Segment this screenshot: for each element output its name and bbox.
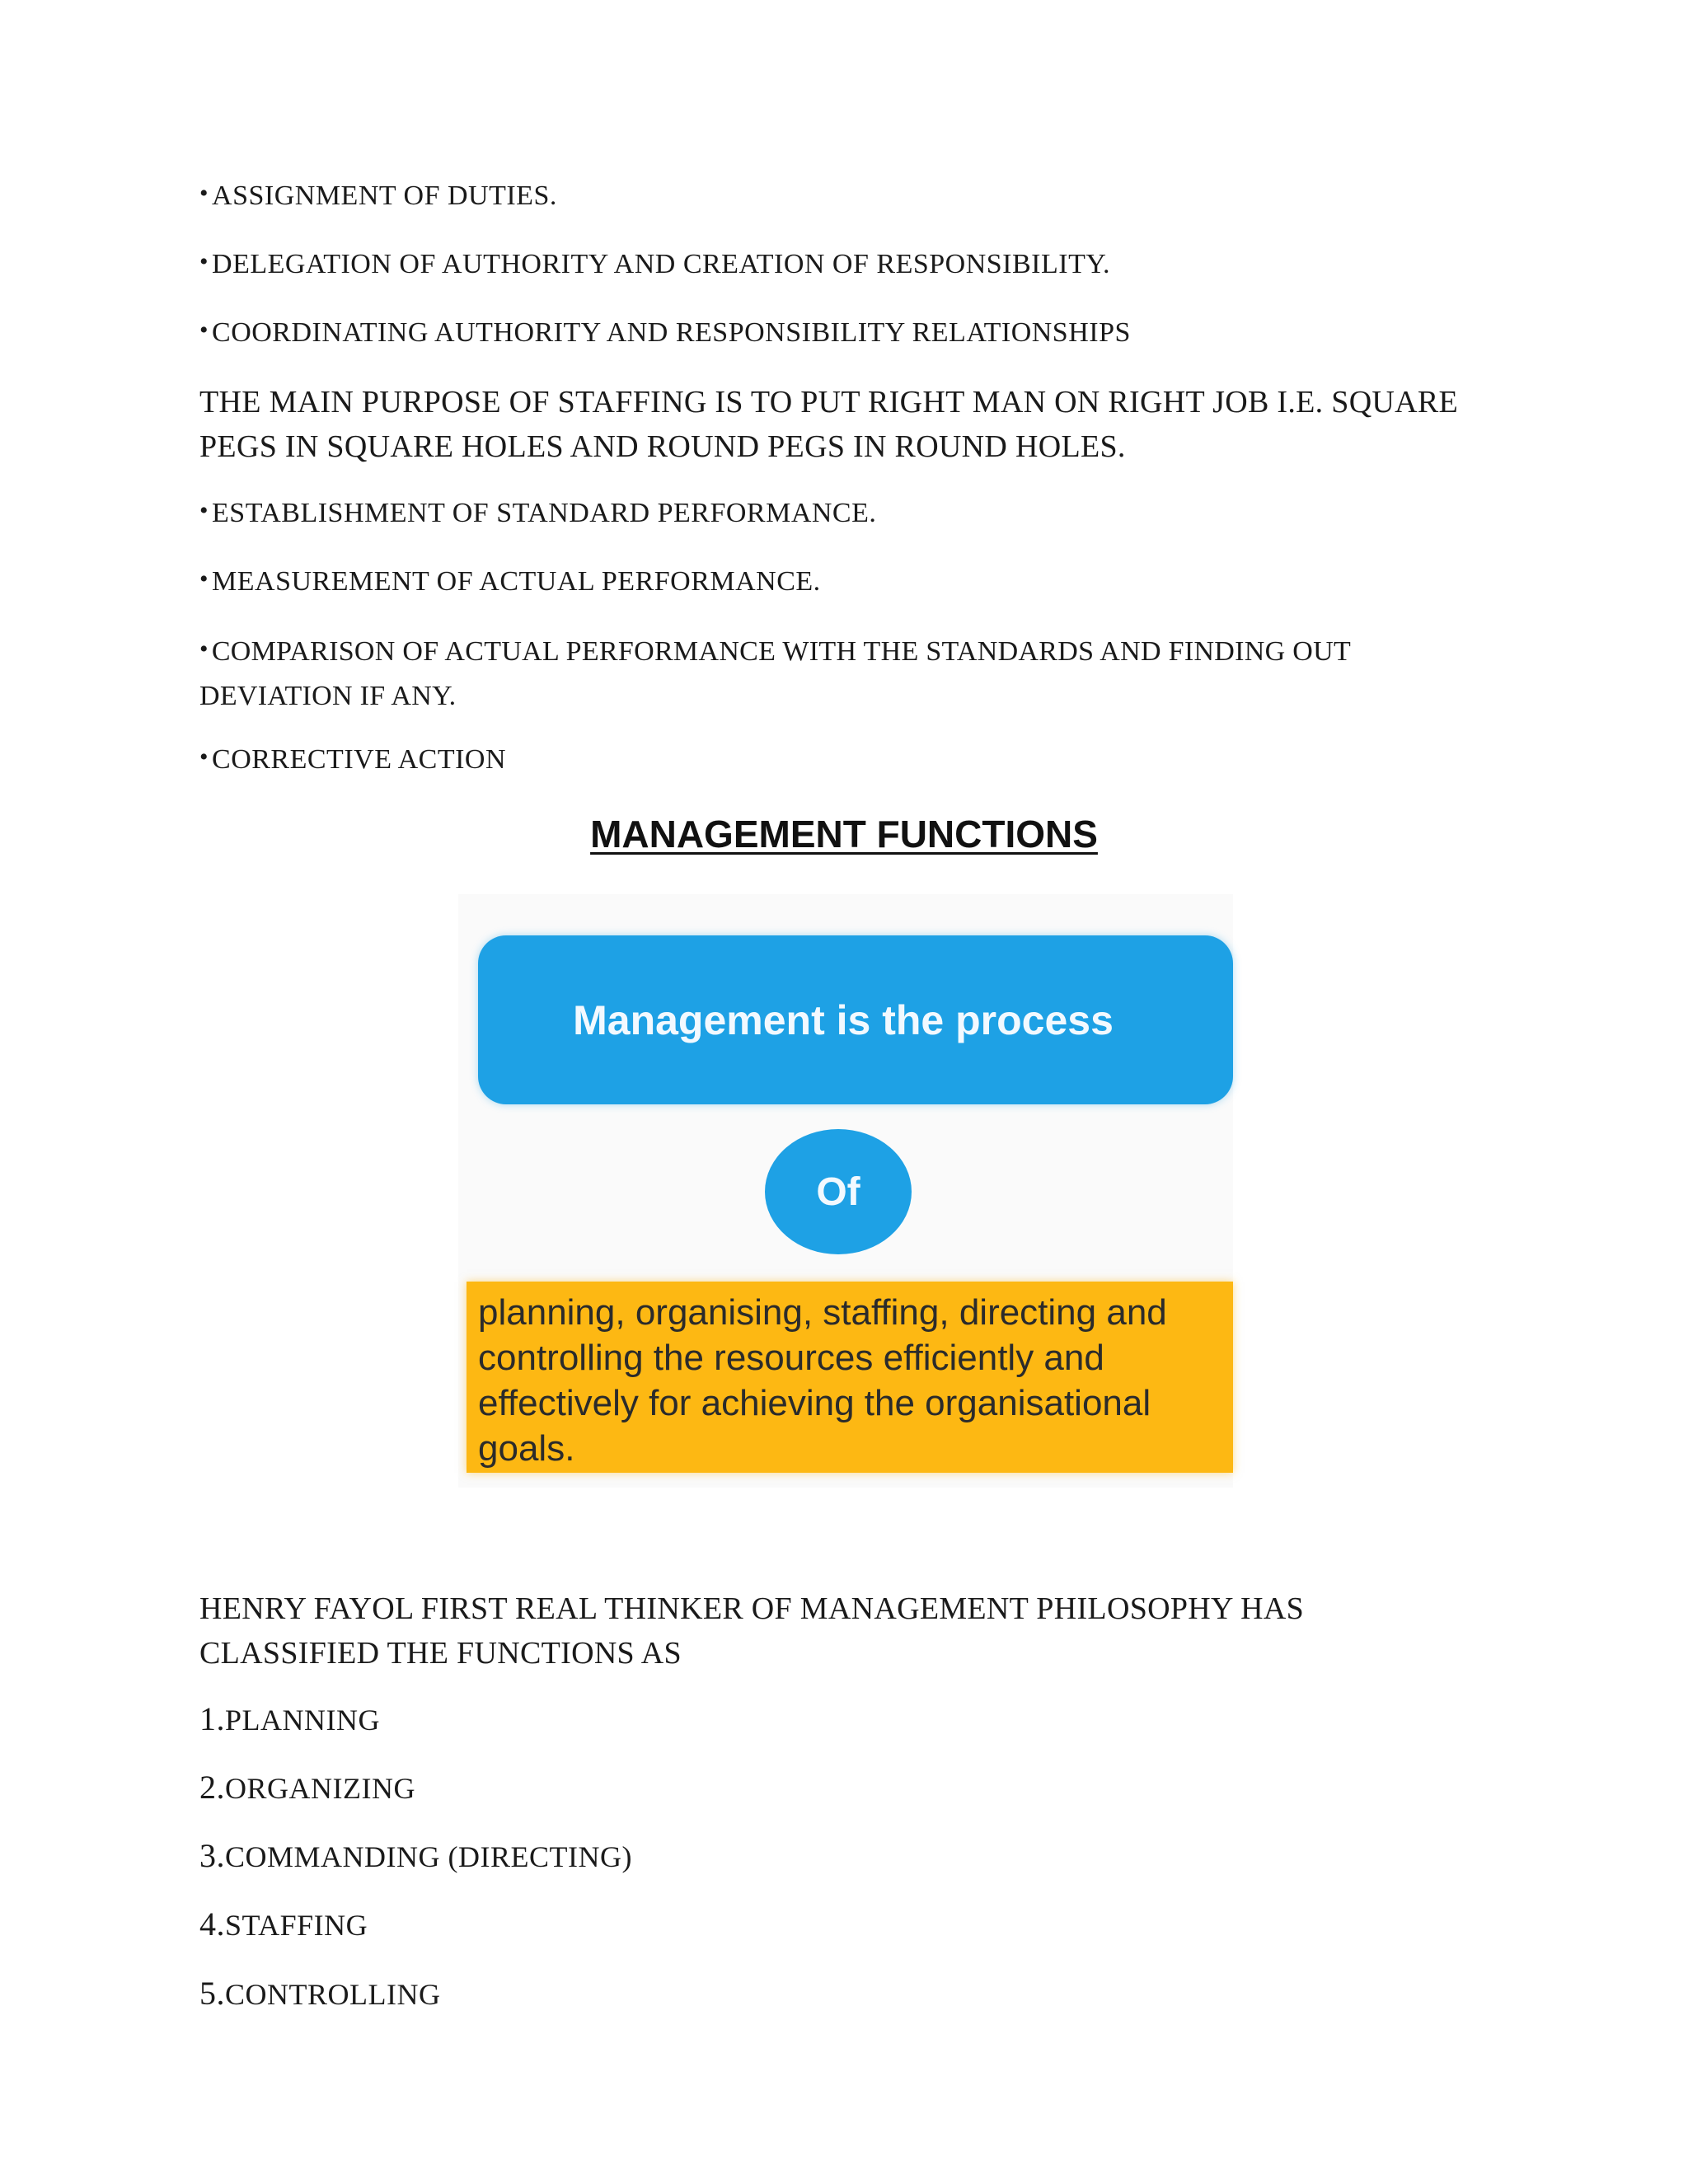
- function-number: 4.: [199, 1905, 225, 1943]
- process-of-circle: Of: [765, 1129, 912, 1254]
- function-label: ORGANIZING: [225, 1772, 415, 1805]
- function-item: [199, 1838, 632, 1875]
- bullet-glyph: •: [199, 743, 209, 771]
- bullet-glyph: •: [199, 565, 209, 593]
- bullet-text: DELEGATION OF AUTHORITY AND CREATION OF RESPONSIBILITY.: [212, 249, 1111, 279]
- function-item: [199, 1701, 380, 1738]
- section-heading: MANAGEMENT FUNCTIONS: [590, 813, 1098, 855]
- bullet-text: MEASUREMENT OF ACTUAL PERFORMANCE.: [212, 566, 821, 597]
- bullet-item: [199, 246, 1110, 284]
- bullet-glyph: •: [199, 497, 209, 524]
- function-label: COMMANDING (DIRECTING): [225, 1840, 632, 1873]
- function-number: 3.: [199, 1837, 225, 1874]
- bullet-glyph: •: [199, 316, 209, 344]
- function-number: 5.: [199, 1975, 225, 2012]
- staffing-paragraph: THE MAIN PURPOSE OF STAFFING IS TO PUT RIGHT MAN ON RIGHT JOB I.E. SQUARE PEGS IN SQUARE HOLES AND ROUND PEGS IN ROUND HOLES.: [199, 385, 1459, 464]
- bullet-item: [199, 315, 1131, 352]
- function-label: STAFFING: [225, 1909, 368, 1942]
- function-label: CONTROLLING: [225, 1978, 441, 2011]
- bullet-glyph: •: [199, 248, 209, 275]
- bullet-text: CORRECTIVE ACTION: [212, 744, 507, 775]
- function-number: 1.: [199, 1700, 225, 1737]
- function-item: [199, 1975, 440, 2013]
- function-label: PLANNING: [225, 1704, 380, 1736]
- process-top-box: [478, 935, 1233, 1104]
- bullet-text: COORDINATING AUTHORITY AND RESPONSIBILITY RELATIONSHIPS: [212, 317, 1131, 348]
- bullet-item: [199, 495, 876, 532]
- bullet-item: [199, 564, 821, 601]
- bullet-text: ASSIGNMENT OF DUTIES.: [212, 180, 557, 211]
- function-number: 2.: [199, 1769, 225, 1806]
- bullet-glyph: •: [199, 635, 209, 663]
- bullet-item: [199, 630, 1436, 718]
- management-process-diagram: [458, 894, 1233, 1488]
- bullet-text: ESTABLISHMENT OF STANDARD PERFORMANCE.: [212, 498, 877, 528]
- fayol-paragraph: HENRY FAYOL FIRST REAL THINKER OF MANAGEMENT PHILOSOPHY HAS CLASSIFIED THE FUNCTIONS AS: [199, 1591, 1305, 1671]
- bullet-text: COMPARISON OF ACTUAL PERFORMANCE WITH THE STANDARDS AND FINDING OUT DEVIATION IF ANY.: [199, 636, 1351, 711]
- bullet-item: [199, 742, 506, 779]
- bullet-item: [199, 178, 557, 215]
- bullet-glyph: •: [199, 180, 209, 207]
- function-item: [199, 1769, 415, 1807]
- function-item: [199, 1906, 368, 1943]
- process-bottom-text: planning, organising, staffing, directing and controlling the resources efficiently and effectively for achieving the organisational goals.: [478, 1292, 1167, 1469]
- process-bottom-box: [467, 1282, 1233, 1473]
- process-top-text: Management is the process: [573, 996, 1114, 1043]
